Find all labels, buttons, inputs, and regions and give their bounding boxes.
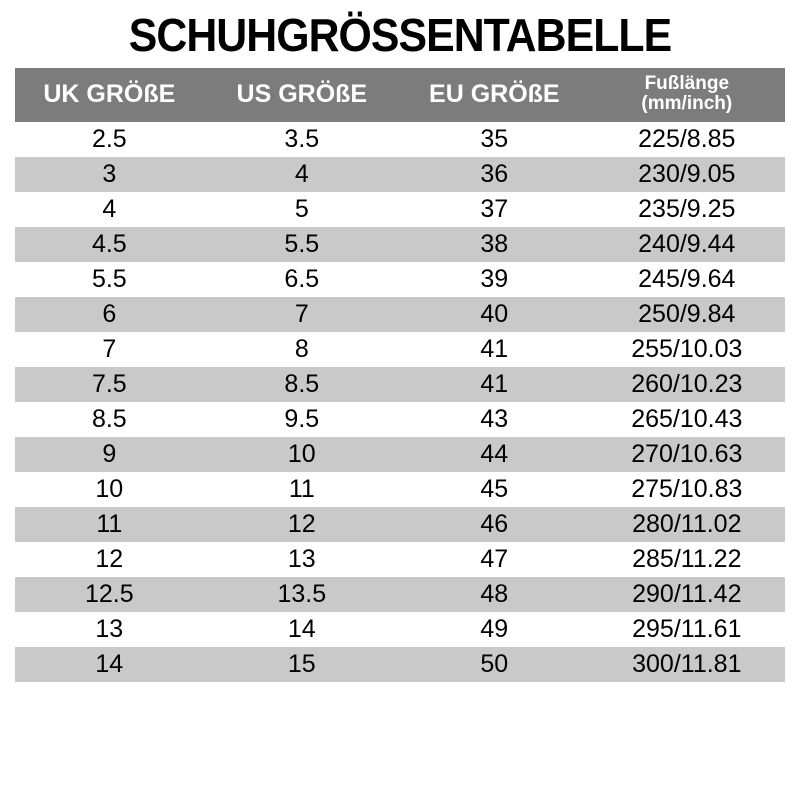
table-row: [15, 507, 785, 542]
table-row: [15, 577, 785, 612]
cell-eu: 37: [400, 192, 589, 227]
cell-uk: 4: [15, 192, 204, 227]
column-header-us-label: US GRÖßE: [236, 79, 368, 108]
cell-uk: 9: [15, 437, 204, 472]
cell-eu: 43: [400, 402, 589, 437]
table-row: [15, 472, 785, 507]
cell-us: 9.5: [204, 402, 400, 437]
cell-us: 11: [204, 472, 400, 507]
page-title: SCHUHGRÖSSENTABELLE: [128, 9, 672, 61]
column-header-eu: [400, 68, 589, 122]
cell-uk: 3: [15, 157, 204, 192]
table-row: [15, 647, 785, 682]
cell-us: 6.5: [204, 262, 400, 297]
cell-us: 3.5: [204, 122, 400, 157]
cell-us: 15: [204, 647, 400, 682]
cell-footlength: 255/10.03: [589, 332, 785, 367]
cell-uk: 10: [15, 472, 204, 507]
cell-footlength: 280/11.02: [589, 507, 785, 542]
cell-eu: 49: [400, 612, 589, 647]
table-row: [15, 227, 785, 262]
cell-uk: 6: [15, 297, 204, 332]
cell-eu: 44: [400, 437, 589, 472]
cell-footlength: 295/11.61: [589, 612, 785, 647]
table-row: [15, 122, 785, 157]
cell-footlength: 285/11.22: [589, 542, 785, 577]
cell-eu: 40: [400, 297, 589, 332]
cell-us: 7: [204, 297, 400, 332]
table-row: [15, 332, 785, 367]
cell-eu: 47: [400, 542, 589, 577]
column-header-footlength-unit: (mm/inch): [641, 92, 733, 114]
cell-eu: 41: [400, 367, 589, 402]
cell-uk: 11: [15, 507, 204, 542]
cell-footlength: 290/11.42: [589, 577, 785, 612]
cell-eu: 45: [400, 472, 589, 507]
table-row: [15, 192, 785, 227]
column-header-uk: [15, 68, 204, 122]
cell-uk: 12.5: [15, 577, 204, 612]
cell-eu: 50: [400, 647, 589, 682]
cell-us: 5: [204, 192, 400, 227]
cell-eu: 36: [400, 157, 589, 192]
cell-footlength: 235/9.25: [589, 192, 785, 227]
table-row: [15, 297, 785, 332]
cell-uk: 7.5: [15, 367, 204, 402]
cell-eu: 35: [400, 122, 589, 157]
column-header-footlength: [589, 68, 785, 122]
cell-us: 13.5: [204, 577, 400, 612]
cell-footlength: 275/10.83: [589, 472, 785, 507]
cell-footlength: 225/8.85: [589, 122, 785, 157]
table-row: [15, 157, 785, 192]
cell-footlength: 240/9.44: [589, 227, 785, 262]
cell-uk: 12: [15, 542, 204, 577]
cell-footlength: 245/9.64: [589, 262, 785, 297]
cell-us: 10: [204, 437, 400, 472]
cell-footlength: 300/11.81: [589, 647, 785, 682]
column-header-eu-label: EU GRÖßE: [429, 79, 560, 108]
cell-us: 13: [204, 542, 400, 577]
cell-footlength: 270/10.63: [589, 437, 785, 472]
cell-uk: 2.5: [15, 122, 204, 157]
cell-us: 8.5: [204, 367, 400, 402]
cell-us: 8: [204, 332, 400, 367]
table-row: [15, 542, 785, 577]
table-row: [15, 262, 785, 297]
cell-uk: 5.5: [15, 262, 204, 297]
shoe-size-table: [15, 68, 785, 682]
cell-us: 14: [204, 612, 400, 647]
cell-uk: 4.5: [15, 227, 204, 262]
cell-uk: 13: [15, 612, 204, 647]
cell-us: 12: [204, 507, 400, 542]
cell-footlength: 265/10.43: [589, 402, 785, 437]
cell-eu: 41: [400, 332, 589, 367]
cell-us: 5.5: [204, 227, 400, 262]
table-row: [15, 437, 785, 472]
cell-footlength: 230/9.05: [589, 157, 785, 192]
cell-us: 4: [204, 157, 400, 192]
table-row: [15, 367, 785, 402]
table-row: [15, 402, 785, 437]
column-header-uk-label: UK GRÖßE: [43, 79, 176, 108]
cell-eu: 48: [400, 577, 589, 612]
cell-uk: 7: [15, 332, 204, 367]
column-header-us: [204, 68, 400, 122]
cell-eu: 46: [400, 507, 589, 542]
table-row: [15, 612, 785, 647]
column-header-footlength-label: Fußlänge: [644, 73, 730, 94]
table-body: [15, 122, 785, 682]
cell-footlength: 260/10.23: [589, 367, 785, 402]
cell-eu: 39: [400, 262, 589, 297]
table-header-row: [15, 68, 785, 122]
cell-uk: 14: [15, 647, 204, 682]
cell-footlength: 250/9.84: [589, 297, 785, 332]
cell-eu: 38: [400, 227, 589, 262]
cell-uk: 8.5: [15, 402, 204, 437]
